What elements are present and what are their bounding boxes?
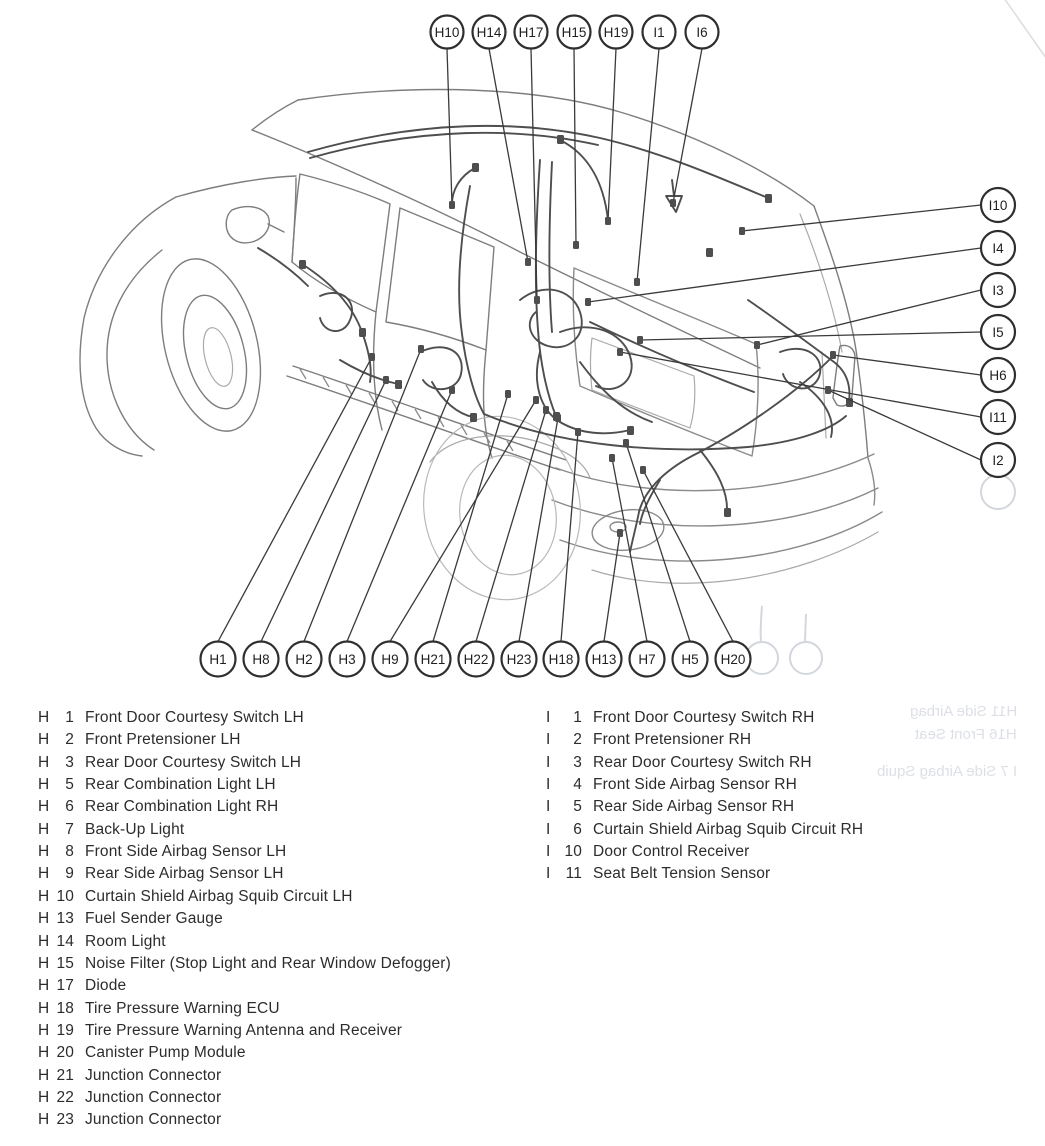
callout-H14 xyxy=(473,16,532,267)
legend-code-number: 7 xyxy=(65,820,74,838)
harness-connector xyxy=(534,296,540,304)
legend-label: Junction Connector xyxy=(85,1111,222,1129)
legend-label: Tire Pressure Warning ECU xyxy=(85,999,280,1017)
legend-row xyxy=(38,975,126,997)
legend-label: Back-Up Light xyxy=(85,820,185,838)
legend-label: Diode xyxy=(85,977,127,995)
harness-connector xyxy=(617,529,623,537)
harness-connector xyxy=(634,278,640,286)
legend-code-letter: H xyxy=(38,709,50,726)
leader-line xyxy=(261,380,386,642)
harness-connector xyxy=(575,428,581,436)
legend-code-number: 18 xyxy=(56,999,74,1017)
legend-code-number: 6 xyxy=(573,820,582,838)
callout-text: I3 xyxy=(992,282,1004,298)
legend-label: Junction Connector xyxy=(85,1066,222,1084)
harness-connector xyxy=(830,351,836,359)
legend-code-number: 5 xyxy=(65,776,74,794)
callout-text: I10 xyxy=(988,197,1008,213)
legend-code-number: 4 xyxy=(573,776,582,794)
legend-label: Seat Belt Tension Sensor xyxy=(593,865,771,883)
legend-row xyxy=(38,841,286,863)
callout-text: H20 xyxy=(720,651,746,667)
legend-row xyxy=(38,953,451,975)
legend-code-letter: H xyxy=(38,977,50,995)
callout-text: H9 xyxy=(381,651,399,667)
legend-code-letter: H xyxy=(38,999,50,1017)
leader-line xyxy=(489,49,528,263)
legend-code-letter: I xyxy=(546,798,551,816)
legend-code-letter: I xyxy=(546,753,551,771)
legend-row xyxy=(38,796,278,818)
legend-row xyxy=(38,1042,246,1064)
legend-label: Front Pretensioner LH xyxy=(85,731,241,749)
leader-line xyxy=(673,49,702,204)
harness-connector xyxy=(573,241,579,249)
legend-code-number: 15 xyxy=(56,954,74,972)
leader-line xyxy=(833,355,981,375)
legend-row xyxy=(38,1109,221,1131)
legend-row xyxy=(38,752,301,774)
harness-connector xyxy=(739,227,745,235)
legend-row xyxy=(546,841,750,863)
harness-connector xyxy=(825,386,831,394)
legend-row xyxy=(38,1087,221,1109)
legend-row xyxy=(38,998,280,1020)
legend-code-letter: H xyxy=(38,820,50,838)
legend-row xyxy=(38,886,353,908)
callout-text: H19 xyxy=(603,24,629,40)
callout-text: I4 xyxy=(992,240,1004,256)
leader-line xyxy=(561,432,578,642)
legend-code-letter: I xyxy=(546,776,551,794)
legend-row xyxy=(38,819,184,841)
harness-connector xyxy=(449,201,455,209)
legend-code-number: 6 xyxy=(65,798,74,816)
callout-H2 xyxy=(287,345,425,677)
callout-text: H18 xyxy=(548,651,574,667)
legend-code-number: 11 xyxy=(565,865,582,883)
legend-row xyxy=(546,729,751,751)
legend-label: Curtain Shield Airbag Squib Circuit RH xyxy=(593,820,864,838)
harness-connector xyxy=(418,345,424,353)
legend-label: Front Door Courtesy Switch LH xyxy=(85,709,304,726)
legend-row xyxy=(38,774,276,796)
callout-text: H2 xyxy=(295,651,313,667)
callout-text: H5 xyxy=(681,651,699,667)
ghost-text-line: H11 Side Airbag xyxy=(909,703,1017,720)
harness-connector xyxy=(585,298,591,306)
legend-label: Canister Pump Module xyxy=(85,1044,246,1062)
legend-label: Rear Combination Light LH xyxy=(85,776,276,794)
callout-H19 xyxy=(600,16,633,226)
legend-code-letter: H xyxy=(38,1021,50,1039)
legend-code-number: 2 xyxy=(65,731,74,749)
wiring-harness-art xyxy=(258,126,849,552)
callout-text: I11 xyxy=(989,409,1007,425)
harness-connector xyxy=(623,439,629,447)
callout-text: H17 xyxy=(518,24,544,40)
legend-code-letter: H xyxy=(38,753,50,771)
legend-code-letter: H xyxy=(38,798,50,816)
legend-label: Curtain Shield Airbag Squib Circuit LH xyxy=(85,887,353,905)
harness-connector xyxy=(637,336,643,344)
callout-text: H10 xyxy=(434,24,460,40)
callout-H6 xyxy=(830,351,1015,392)
ghost-text-line: I 7 Side Airbag Squib xyxy=(876,763,1017,780)
callout-H13 xyxy=(587,529,624,677)
legend-row xyxy=(546,819,863,841)
callout-H9 xyxy=(373,396,540,677)
legend-code-letter: H xyxy=(38,932,50,950)
legend-label: Room Light xyxy=(85,932,166,950)
legend-label: Tire Pressure Warning Antenna and Receiver xyxy=(85,1021,403,1039)
legend-row xyxy=(38,729,241,751)
callout-H1 xyxy=(201,353,376,677)
callout-labels xyxy=(201,16,1016,677)
legend-code-letter: H xyxy=(38,887,50,905)
legend-label: Rear Combination Light RH xyxy=(85,798,279,816)
harness-connector xyxy=(449,386,455,394)
legend-row xyxy=(546,707,814,729)
callout-text: I5 xyxy=(992,324,1004,340)
legend-row xyxy=(38,908,223,930)
harness-connector xyxy=(605,217,611,225)
legend-code-number: 20 xyxy=(56,1044,74,1062)
harness-connector xyxy=(533,396,539,404)
legend-row xyxy=(546,863,770,885)
legend-row xyxy=(38,863,284,885)
legend-code-number: 19 xyxy=(56,1021,74,1039)
legend-row xyxy=(546,796,794,818)
harness-connector xyxy=(640,466,646,474)
legend-row xyxy=(546,752,812,774)
callout-text: H15 xyxy=(561,24,587,40)
legend-row xyxy=(546,774,797,796)
legend-code-number: 17 xyxy=(56,977,74,995)
legend-code-number: 21 xyxy=(56,1066,74,1084)
legend-code-number: 2 xyxy=(573,731,582,749)
harness-connector xyxy=(609,454,615,462)
legend-label: Rear Side Airbag Sensor LH xyxy=(85,865,284,883)
callout-text: H7 xyxy=(638,651,656,667)
legend-row xyxy=(38,707,304,729)
legend-code-letter: H xyxy=(38,1088,50,1106)
leader-line xyxy=(640,332,981,340)
legend-code-number: 1 xyxy=(573,709,582,726)
legend-code-letter: I xyxy=(546,820,551,838)
callout-H8 xyxy=(244,376,390,677)
callout-text: I1 xyxy=(653,24,665,40)
legend-code-number: 8 xyxy=(65,843,74,861)
legend-label: Front Side Airbag Sensor LH xyxy=(85,843,287,861)
leader-line xyxy=(218,357,372,642)
legend-code-letter: H xyxy=(38,954,50,972)
legend-code-number: 5 xyxy=(573,798,582,816)
harness-connector xyxy=(369,353,375,361)
legend-code-letter: I xyxy=(546,731,551,749)
legend-code-letter: H xyxy=(38,731,50,749)
callout-text: H1 xyxy=(209,651,227,667)
legend-label: Noise Filter (Stop Light and Rear Window Defogger) xyxy=(85,954,451,972)
legend-row xyxy=(38,1020,402,1042)
leader-line xyxy=(433,394,508,642)
callout-I6 xyxy=(670,16,719,208)
ghost-callout-circle xyxy=(981,475,1015,509)
legend-label: Front Door Courtesy Switch RH xyxy=(593,709,815,726)
legend-code-number: 13 xyxy=(56,910,74,928)
legend-code-number: 3 xyxy=(573,753,582,771)
leader-line xyxy=(304,349,421,642)
callout-I3 xyxy=(754,273,1015,349)
legend-code-number: 14 xyxy=(56,932,74,950)
harness-connector xyxy=(617,348,623,356)
legend-code-letter: H xyxy=(38,776,50,794)
legend-code-number: 9 xyxy=(65,865,74,883)
callout-text: I6 xyxy=(696,24,708,40)
callout-text: H13 xyxy=(591,651,617,667)
callout-text: I2 xyxy=(992,452,1004,468)
callout-text: H6 xyxy=(989,367,1007,383)
callout-text: H8 xyxy=(252,651,270,667)
callout-I4 xyxy=(585,231,1015,306)
legend-code-letter: H xyxy=(38,1111,50,1129)
leader-line xyxy=(531,49,537,301)
harness-connector xyxy=(383,376,389,384)
leader-line xyxy=(620,352,981,417)
callout-text: H22 xyxy=(463,651,489,667)
leader-line xyxy=(574,49,576,246)
callout-I5 xyxy=(637,315,1015,349)
legend-code-letter: I xyxy=(546,865,551,883)
vehicle-line-art xyxy=(80,90,882,584)
ghost-text-line: H16 Front Seat xyxy=(915,726,1017,743)
callout-text: H23 xyxy=(506,651,532,667)
legend-code-number: 3 xyxy=(65,753,74,771)
callout-I10 xyxy=(739,188,1015,235)
legend-code-number: 10 xyxy=(56,887,74,905)
legend-code-letter: H xyxy=(38,1066,50,1084)
leader-line xyxy=(588,248,981,302)
leader-line xyxy=(608,49,616,222)
legend-code-number: 1 xyxy=(65,709,74,726)
legend-code-number: 22 xyxy=(56,1088,74,1106)
harness-connector xyxy=(555,414,561,422)
callout-H10 xyxy=(431,16,464,210)
legend-row xyxy=(38,1065,221,1087)
harness-connector xyxy=(754,341,760,349)
ghost-artifacts xyxy=(746,475,1015,674)
legend-label: Junction Connector xyxy=(85,1088,222,1106)
legend-label: Front Side Airbag Sensor RH xyxy=(593,776,797,794)
leader-line xyxy=(742,205,981,231)
leader-line xyxy=(637,49,659,283)
callout-text: H21 xyxy=(420,651,446,667)
legend-code-letter: H xyxy=(38,1044,50,1062)
callout-H22 xyxy=(459,406,550,677)
legend-code-letter: H xyxy=(38,865,50,883)
harness-connector xyxy=(505,390,511,398)
harness-connector xyxy=(525,258,531,266)
legend-code-letter: H xyxy=(38,910,50,928)
leader-line xyxy=(519,418,558,642)
harness-connector xyxy=(543,406,549,414)
page-corner-crease xyxy=(1004,0,1045,58)
legend-code-number: 23 xyxy=(56,1111,74,1129)
legend-label: Rear Door Courtesy Switch LH xyxy=(85,753,302,771)
legend-code-letter: I xyxy=(546,843,551,861)
legend-label: Door Control Receiver xyxy=(593,843,750,861)
legend-code-letter: H xyxy=(38,843,50,861)
legend-label: Front Pretensioner RH xyxy=(593,731,752,749)
callout-I1 xyxy=(634,16,676,287)
ghost-callout-circle xyxy=(790,642,822,674)
legend-code-number: 10 xyxy=(564,843,582,861)
callout-text: H3 xyxy=(338,651,356,667)
legend-label: Rear Door Courtesy Switch RH xyxy=(593,753,812,771)
leader-line xyxy=(643,470,733,642)
legend-label: Rear Side Airbag Sensor RH xyxy=(593,798,795,816)
harness-connector xyxy=(670,199,676,207)
legend-row xyxy=(38,931,166,953)
legend-label: Fuel Sender Gauge xyxy=(85,910,223,928)
leader-line xyxy=(828,390,981,460)
callout-text: H14 xyxy=(476,24,502,40)
legend-code-letter: I xyxy=(546,709,551,726)
